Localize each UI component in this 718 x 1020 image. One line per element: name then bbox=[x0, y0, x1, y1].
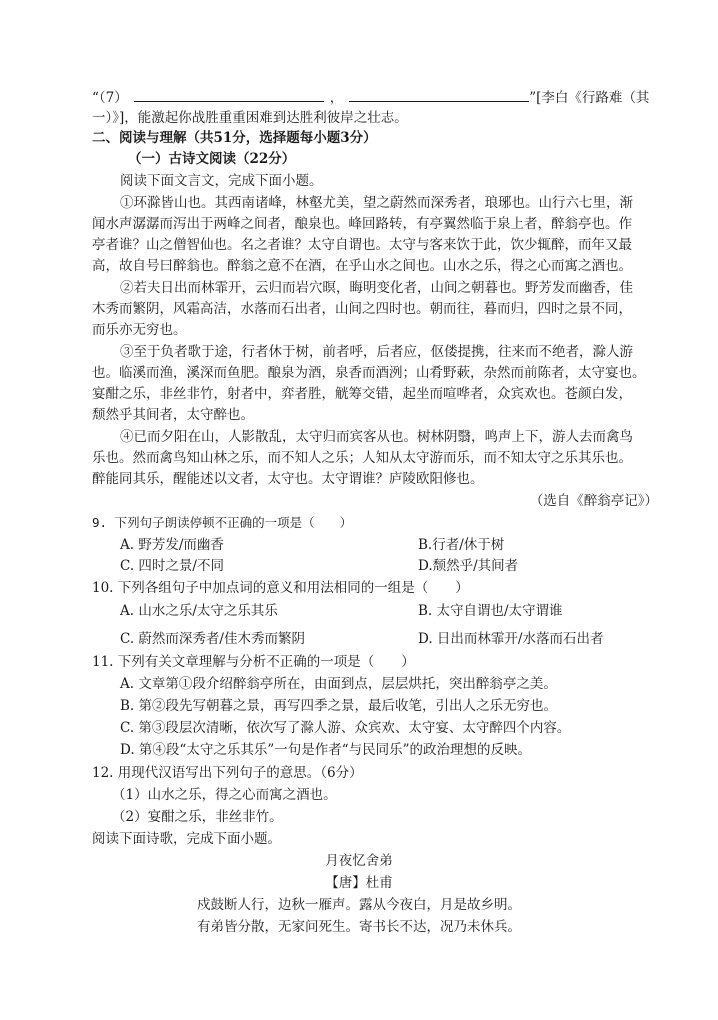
section-2-title: 二、阅读与理解（共51分，选择题每小题3分） bbox=[92, 130, 377, 146]
q10-option-d[interactable]: D. 日出而林霏开/水落而石出者 bbox=[418, 631, 604, 647]
passage-intro: 阅读下面文言文，完成下面小题。 bbox=[120, 173, 323, 189]
q11-option-b[interactable]: B. 第②段先写朝暮之景，再写四季之景，最后收笔，引出人之乐无穷也。 bbox=[120, 698, 558, 714]
q9-option-a[interactable]: A. 野芳发/而幽香 bbox=[120, 537, 224, 553]
passage-line: 醉能同其乐，醒能述以文者，太守也。太守谓谁？庐陵欧阳修也。 bbox=[92, 471, 484, 487]
passage-line: 而乐亦无穷也。 bbox=[92, 322, 187, 338]
q10-stem: 10. 下列各组句子中加点词的意义和用法相同的一组是（ ） bbox=[92, 580, 469, 596]
q7-blank-2[interactable] bbox=[349, 87, 529, 102]
q7-line bbox=[92, 87, 649, 108]
q10-option-c[interactable]: C. 蔚然而深秀者/佳木秀而繁阴 bbox=[120, 631, 305, 647]
q7-blank-1[interactable] bbox=[134, 87, 324, 102]
q7-prefix: “（7） bbox=[92, 90, 128, 106]
q11-option-d[interactable]: D. 第④段“太守之乐其乐”一句是作者“与民同乐”的政治理想的反映。 bbox=[120, 742, 532, 758]
q11-option-c[interactable]: C. 第③段层次清晰，依次写了滁人游、众宾欢、太守宴、太守醉四个内容。 bbox=[120, 720, 571, 736]
passage-line: 木秀而繁阴，风霜高洁，水落而石出者，山间之四时也。朝而往，暮而归，四时之景不同， bbox=[92, 301, 632, 317]
q9-stem: 9. 下列句子朗读停顿不正确的一项是（ ） bbox=[92, 515, 353, 530]
passage-line: 闻水声潺潺而泻出于两峰之间者，酿泉也。峰回路转，有亭翼然临于泉上者，醉翁亭也。作 bbox=[92, 216, 632, 232]
q7-line-2: 一）》]，能激起你战胜重重困难到达胜利彼岸之壮志。 bbox=[92, 110, 408, 126]
q11-stem: 11. 下列有关文章理解与分析不正确的一项是（ ） bbox=[92, 654, 415, 670]
passage-line: 宴酣之乐，非丝非竹，射者中，弈者胜，觥筹交错，起坐而喧哗者，众宾欢也。苍颜白发， bbox=[92, 386, 632, 402]
passage-line: ③至于负者歌于途，行者休于树，前者呼，后者应，伛偻提携，往来而不绝者，滁人游 bbox=[120, 344, 633, 360]
passage-line: 高，故自号曰醉翁也。醉翁之意不在酒，在乎山水之间也。山水之乐，得之心而寓之酒也。 bbox=[92, 258, 632, 274]
q11-option-a[interactable]: A. 文章第①段介绍醉翁亭所在，由面到点，层层烘托，突出醉翁亭之美。 bbox=[120, 676, 557, 692]
q10-option-a[interactable]: A. 山水之乐/太守之乐其乐 bbox=[120, 603, 278, 619]
poem-line: 戍鼓断人行，边秋一雁声。露从今夜白，月是故乡明。 bbox=[197, 897, 521, 913]
passage-line: ①环滁皆山也。其西南诸峰，林壑尤美，望之蔚然而深秀者，琅琊也。山行六七里，渐 bbox=[120, 195, 633, 211]
q12-stem: 12. 用现代汉语写出下列句子的意思。（6分） bbox=[92, 765, 363, 781]
passage-line: 也。临溪而渔，溪深而鱼肥。酿泉为酒，泉香而酒洌；山肴野蔌，杂然而前陈者，太守宴也。 bbox=[92, 365, 646, 381]
q9-option-c[interactable]: C. 四时之景/不同 bbox=[120, 558, 224, 574]
passage-line: ②若夫日出而林霏开，云归而岩穴暝，晦明变化者，山间之朝暮也。野芳发而幽香，佳 bbox=[120, 280, 633, 296]
q7-suffix: ”[李白《行路难（其 bbox=[529, 90, 650, 106]
q9-option-d[interactable]: D.颓然乎/其间者 bbox=[418, 558, 519, 574]
q10-option-b[interactable]: B. 太守自谓也/太守谓谁 bbox=[418, 603, 563, 619]
q12-sentence-2: （2）宴酣之乐，非丝非竹。 bbox=[112, 809, 283, 825]
passage-line: 亭者谁？山之僧智仙也。名之者谁？太守自谓也。太守与客来饮于此，饮少辄醉，而年又最 bbox=[92, 237, 632, 253]
passage-line: 乐也。然而禽鸟知山林之乐，而不知人之乐；人知从太守游而乐，而不知太守之乐其乐也。 bbox=[92, 450, 632, 466]
q12-sentence-1: （1）山水之乐，得之心而寓之酒也。 bbox=[112, 787, 337, 803]
q7-comma: ， bbox=[329, 90, 344, 106]
passage-line: 颓然乎其间者，太守醉也。 bbox=[92, 407, 254, 423]
poem-title: 月夜忆舍弟 bbox=[325, 853, 393, 869]
q9-option-b[interactable]: B.行者/休于树 bbox=[418, 537, 505, 553]
passage-source: （选自《醉翁亭记》） bbox=[529, 493, 658, 509]
section-2-sub-title: （一）古诗文阅读（22分） bbox=[128, 151, 296, 167]
poem-author: 【唐】杜甫 bbox=[325, 875, 393, 891]
poem-line: 有弟皆分散，无家问死生。寄书长不达，况乃未休兵。 bbox=[197, 919, 521, 935]
poem-intro: 阅读下面诗歌，完成下面小题。 bbox=[92, 831, 281, 847]
passage-line: ④已而夕阳在山，人影散乱，太守归而宾客从也。树林阴翳，鸣声上下，游人去而禽鸟 bbox=[120, 429, 633, 445]
